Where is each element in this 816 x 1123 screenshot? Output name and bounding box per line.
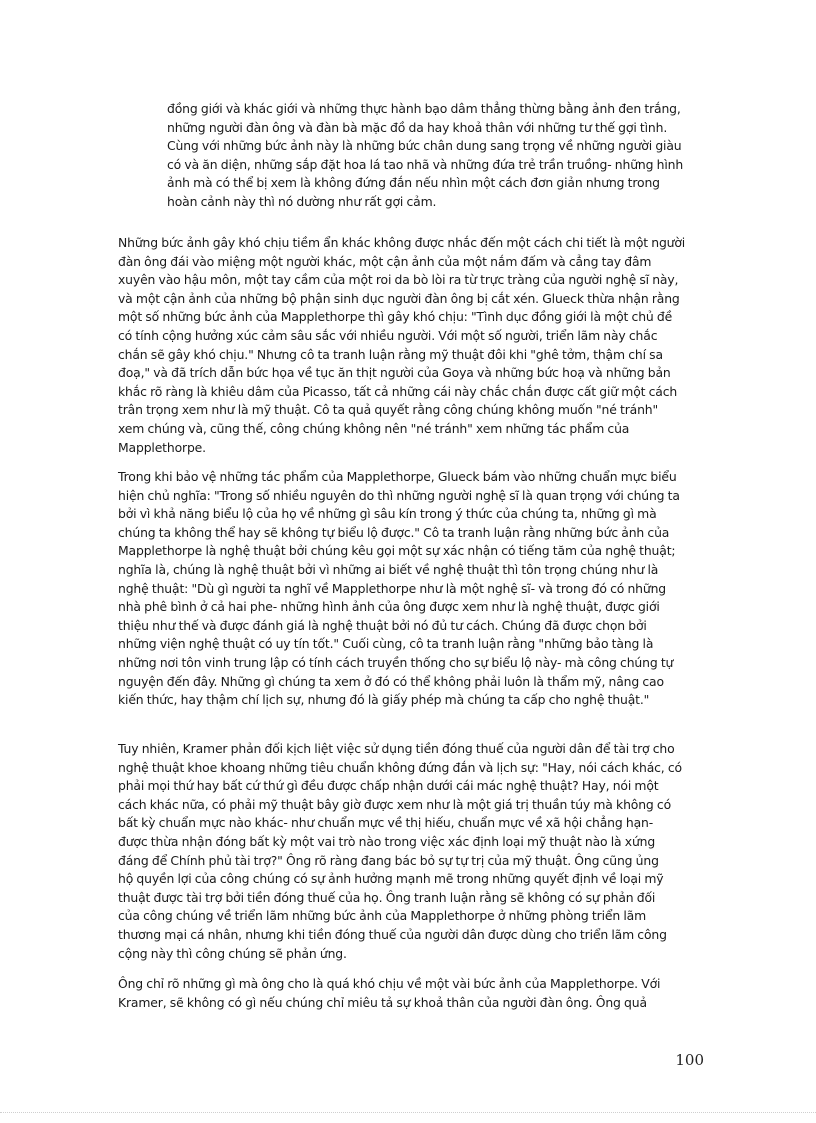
paragraph-kramer-objection [118,740,708,963]
text-line: nghệ thuật khoe khoang những tiêu chuẩn không đứng đắn và lịch sự: "Hay, nói cách khác, có [118,759,682,775]
text-line: những người đàn ông và đàn bà mặc đồ da hay khoả thân với những tư thế gợi tình. [167,119,668,135]
text-line: phải mọi thứ hay bất cứ thứ gì đều được chấp nhận dưới cái mác nghệ thuật? Hay, nói một [118,778,659,794]
text-line: ảnh mà có thể bị xem là không đứng đắn nếu nhìn một cách đơn giản nhưng trong [167,175,660,191]
block-quote [167,100,707,212]
text-line: nhà phê bình ở cả hai phe- những hình ảnh của ông được xem như là nghệ thuật, được giới [118,599,660,615]
text-line: bởi vì khả năng biểu lộ của họ về những gì sâu kín trong ý thức của chúng ta, những gì mà [118,506,657,522]
text-line: những nơi tôn vinh trung lập có tính cách truyền thống cho sự biểu lộ này- mà công chúng tự [118,654,674,670]
text-line: đoạ," và đã trích dẫn bức họa về tục ăn thịt người của Goya và những bức hoạ và những bản [118,365,671,381]
text-line: Ông chỉ rõ những gì mà ông cho là quá khó chịu về một vài bức ảnh của Mapplethorpe. Với [118,976,661,991]
text-line: và một cận ảnh của những bộ phận sinh dục người đàn ông bị cắt xén. Glueck thừa nhận rằng [118,290,680,306]
text-line: hiện chủ nghĩa: "Trong số nhiều nguyên do thì những người nghệ sĩ là quan trọng với chúng ta [118,487,680,503]
text-line: trân trọng xem như là mỹ thuật. Cô ta quả quyết rằng công chúng không muốn "né tránh" [118,402,659,418]
text-line: xem chúng và, cũng thế, công chúng không nên "né tránh" xem những tác phẩm của [118,420,630,436]
paragraph-offensive-images [118,234,708,457]
text-line: hộ quyền lợi của công chúng có sự ảnh hưởng mạnh mẽ trong những quyết định về loại mỹ [118,871,664,887]
text-line: một số những bức ảnh của Mapplethorpe thì gây khó chịu: "Tình dục đồng giới là một chủ đề [118,309,673,325]
text-line: được thừa nhận đóng bất kỳ một vai trò nào trong việc xác định loại mỹ thuật nào là xứng [118,833,656,849]
text-line: khắc rõ ràng là khiêu dâm của Picasso, tất cả những cái này chắc chắn được cất giữ một cách [118,383,678,399]
text-line: thiệu như thế và được đánh giá là nghệ thuật bởi nó đủ tư cách. Chúng đã được chọn bởi [118,617,647,633]
text-line: đồng giới và khác giới và những thực hành bạo dâm thẳng thừng bằng ảnh đen trắng, [167,101,681,116]
text-line: cộng này thì công chúng sẽ phản ứng. [118,945,347,961]
text-line: đàn ông đái vào miệng một người khác, một cận ảnh của một nắm đấm và cẳng tay đâm [118,253,652,269]
text-line: nguyện đến đây. Những gì chúng ta xem ở đó có thể không phải luôn là thẩm mỹ, nâng cao [118,673,664,689]
text-line: có và ăn diện, những sắp đặt hoa lá tao nhã và những đứa trẻ trần truồng- những hình [167,156,684,172]
text-line: nghệ thuật: "Dù gì người ta nghĩ về Mapplethorpe như là một nghệ sĩ- và trong đó có những [118,580,666,596]
text-line: Mapplethorpe là nghệ thuật bởi chúng kêu gọi một sự xác nhận có tiếng tăm của nghệ thuật; [118,543,676,559]
text-line: thuật được tài trợ bởi tiền đóng thuế của họ. Ông tranh luận rằng sẽ không có sự phản đối [118,889,656,905]
text-line: có tính cộng hưởng xúc cảm sâu sắc với nhiều người. Với một số người, triển lãm này chắc [118,327,658,343]
text-line: Tuy nhiên, Kramer phản đối kịch liệt việc sử dụng tiền đóng thuế của người dân để tài trợ cho [118,741,675,756]
text-line: thương mại cá nhân, nhưng khi tiền đóng thuế của người dân được dùng cho triển lãm công [118,926,667,942]
text-line: Những bức ảnh gây khó chịu tiềm ẩn khác không được nhắc đến một cách chi tiết là một người [118,235,686,250]
text-line: Cùng với những bức ảnh này là những bức chân dung sang trọng về những người giàu [167,138,682,154]
page-number: 100 [675,1051,704,1069]
text-line: xuyên vào hậu môn, một tay cầm của một roi da bò lòi ra từ trực tràng của người nghệ sĩ này, [118,272,679,288]
text-line: chúng ta không thể hay sẽ không tự biểu lộ được." Cô ta tranh luận rằng những bức ảnh của [118,524,670,540]
footer-divider [0,1112,816,1113]
text-line: Trong khi bảo vệ những tác phẩm của Mapplethorpe, Glueck bám vào những chuẩn mực biểu [118,469,677,484]
text-line: Kramer, sẽ không có gì nếu chúng chỉ miêu tả sự khoả thân của người đàn ông. Ông quả [118,994,647,1010]
text-line: hoàn cảnh này thì nó dường như rất gợi cảm. [167,193,437,209]
text-line: đáng để Chính phủ tài trợ?" Ông rõ ràng đang bác bỏ sự tự trị của mỹ thuật. Ông cũng ủng [118,852,659,868]
text-line: của công chúng về triển lãm những bức ảnh của Mapplethorpe ở những phòng triển lãm [118,908,646,924]
text-line: nghĩa là, chúng là nghệ thuật bởi vì những ai biết về nghệ thuật thì tôn trọng chúng như là [118,561,659,577]
text-line: bất kỳ chuẩn mực nào khác- như chuẩn mực về thị hiếu, chuẩn mực về xã hội chẳng hạn- [118,815,654,831]
text-line: cách khác nữa, có phải mỹ thuật bây giờ được xem như là một giá trị thuần túy mà không có [118,796,672,812]
text-line: chắn sẽ gây khó chịu." Nhưng cô ta tranh luận rằng mỹ thuật đôi khi "ghê tởm, thậm chí sa [118,346,663,362]
text-line: kiến thức, hay thậm chí lịch sự, nhưng đó là giấy phép mà chúng ta cấp cho nghệ thuật." [118,692,650,708]
text-line: những viện nghệ thuật có uy tín tốt." Cuối cùng, cô ta tranh luận rằng "những bảo tàng là [118,636,654,652]
text-line: Mapplethorpe. [118,439,206,455]
paragraph-kramer-specifics [118,975,708,1012]
paragraph-glueck-defense [118,468,708,710]
